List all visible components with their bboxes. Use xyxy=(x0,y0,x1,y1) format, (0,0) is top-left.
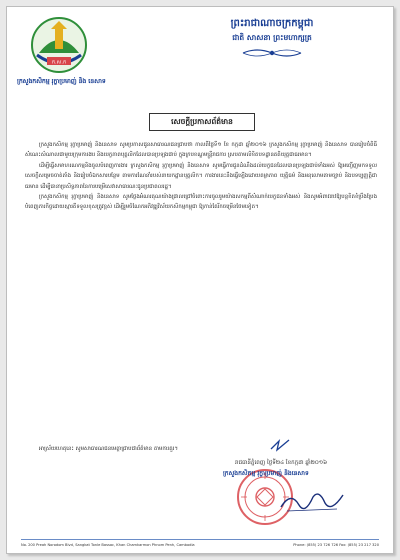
document-title-box xyxy=(149,113,255,131)
svg-text:ក.ស.ក: ក.ស.ក xyxy=(51,59,67,66)
body-text xyxy=(25,140,377,213)
footer-divider xyxy=(21,539,379,540)
kingdom-title: ព្រះរាជាណាចក្រកម្ពុជា xyxy=(230,18,314,29)
footer-contact: Phone: (855) 23 726 726 Fax: (855) 23 217 320 xyxy=(293,543,379,547)
footer xyxy=(21,542,379,548)
header-ornament xyxy=(241,44,303,63)
initial-mark xyxy=(269,437,293,457)
body-paragraph: ក្រសួងកសិកម្ម រុក្ខាប្រមាញ់ និងនេសាទ សូមថ្លែងអំណរគុណយ៉ាងជ្រាលជ្រៅចំពោះការចូលរួមយ៉ាងសកម្មពីសំណាក់បេក្ខជនទាំងអស់ និងសូមអំពាវនាវឱ្យបន្តខិតខំប្រឹងប្រែងបំពេញភារកិច្ចដោយស្មារតីទទួលខុសត្រូវខ្ពស់ ដើម្បីរួមចំណែកអភិវឌ្ឍវិស័យកសិកម្មកម្ពុជា ឱ្យកាន់តែរីកចម្រើនថែមទៀត។ xyxy=(25,194,377,211)
date-line: រាជធានីភ្នំពេញ ថ្ងៃទី២៤ ខែកក្កដា ឆ្នាំ២០១៦ xyxy=(235,460,328,466)
document-title: សេចក្តីប្រកាសព័ត៌មាន xyxy=(171,116,233,126)
signatory-name: ក្រសួងកសិកម្ម រុក្ខាប្រមាញ់ និងនេសាទ xyxy=(223,470,309,477)
body-paragraph: ដើម្បីធ្វើសមាហរណកម្មនិងចូលបំពេញការងារ ក្រសួងកសិកម្ម រុក្ខាប្រមាញ់ និងនេសាទ សូមធ្វើការជូនដំណឹងដល់បេក្ខជនដែលបានប្រឡងជាប់ទាំងអស់ ឱ្យអញ្ជើញមកទទួលសេចក្តីសម្រេចចាត់តាំង និងរៀបចំឯកសារបន្ថែម តាមការណែនាំរបស់នាយកដ្ឋានបុគ្គលិក។ ការងារនេះនឹងធ្វើឡើងដោយតម្លាភាព យុត្តិធម៌ និងអនុលោមតាមច្បាប់ និងបទប្បញ្ញត្តិជាធរមាន ដើម្បីធានាប្រសិទ្ធភាពនៃការបម្រើសេវាសាធារណៈជូនប្រជាពលរដ្ឋ។ xyxy=(25,162,377,190)
organization-name: ក្រសួងកសិកម្ម រុក្ខាប្រមាញ់ និង នេសាទ xyxy=(17,78,106,85)
national-motto: ជាតិ សាសនា ព្រះមហាក្សត្រ xyxy=(232,33,312,42)
footer-address: No. 200 Preah Norodom Blvd, Sangkat Tonle Bassac, Khan Chamkarmon Phnom Penh, Cambodia xyxy=(21,543,195,547)
document-page xyxy=(6,6,394,554)
body-paragraph: ក្រសួងកសិកម្ម រុក្ខាប្រមាញ់ និងនេសាទ សូមប្រកាសជូនសាធារណជនជ្រាបថា កាលពីថ្ងៃទី១ ខែ កក្កដា ឆ្នាំ២០១៦ ក្រសួងកសិកម្ម រុក្ខាប្រមាញ់ និងនេសាទ បានរៀបចំពិធីសំណេះសំណាលជាមួយក្រុមការងារ និងបេក្ខភាពបុគ្គលិកដែលបានប្រឡងជាប់ ក្នុងក្របខណ្ឌមន្ត្រីរាជការ ស្របតាមលិខិតបទដ្ឋានគតិយុត្តជាធរមាន។ xyxy=(25,142,377,159)
ministry-logo xyxy=(29,15,89,81)
conclusion-text: អាស្រ័យហេតុនេះ សូមសាធារណជនមេត្តាជ្រាបជាព័ត៌មាន តាមការគួរ។ xyxy=(39,446,178,452)
signature xyxy=(277,487,347,521)
